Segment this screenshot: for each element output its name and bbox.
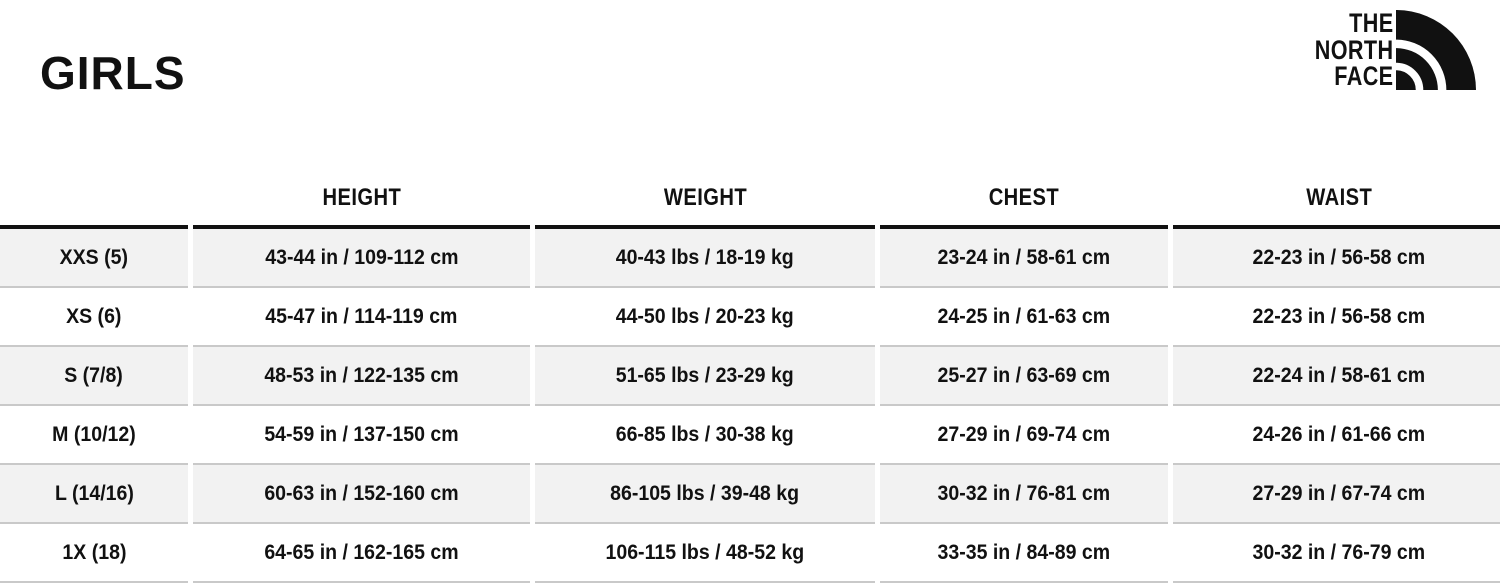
chest-cell: 27-29 in / 69-74 cm [880,406,1168,465]
waist-cell: 30-32 in / 76-79 cm [1173,524,1500,583]
size-chart-header [0,171,1500,229]
chest-cell: 30-32 in / 76-81 cm [880,465,1168,524]
column-header-chest: CHEST [880,171,1168,229]
chest-cell: 24-25 in / 61-63 cm [880,288,1168,347]
waist-cell: 22-24 in / 58-61 cm [1173,347,1500,406]
chest-cell: 25-27 in / 63-69 cm [880,347,1168,406]
size-chart-table [0,171,1500,583]
weight-cell: 66-85 lbs / 30-38 kg [535,406,875,465]
table-row [0,229,1500,288]
waist-cell: 22-23 in / 56-58 cm [1173,229,1500,288]
brand-logo-line-3: FACE [1333,61,1393,92]
weight-cell: 40-43 lbs / 18-19 kg [535,229,875,288]
north-face-half-dome-icon [1396,9,1476,91]
weight-cell: 51-65 lbs / 23-29 kg [535,347,875,406]
brand-logo-text [1314,10,1393,90]
size-label: L (14/16) [0,465,188,524]
column-header-waist: WAIST [1173,171,1500,229]
height-cell: 60-63 in / 152-160 cm [193,465,530,524]
size-label: M (10/12) [0,406,188,465]
waist-cell: 27-29 in / 67-74 cm [1173,465,1500,524]
chest-cell: 23-24 in / 58-61 cm [880,229,1168,288]
column-header-height: HEIGHT [193,171,530,229]
brand-logo-line-2: NORTH [1314,34,1393,65]
table-row [0,524,1500,583]
column-header-weight: WEIGHT [535,171,875,229]
table-row [0,406,1500,465]
chest-cell: 33-35 in / 84-89 cm [880,524,1168,583]
header-row [0,171,1500,229]
table-row [0,347,1500,406]
size-label: 1X (18) [0,524,188,583]
brand-logo-line-1: THE [1348,8,1393,39]
height-cell: 45-47 in / 114-119 cm [193,288,530,347]
size-label: XS (6) [0,288,188,347]
waist-cell: 24-26 in / 61-66 cm [1173,406,1500,465]
brand-logo [1295,8,1477,92]
weight-cell: 106-115 lbs / 48-52 kg [535,524,875,583]
size-label: S (7/8) [0,347,188,406]
size-label: XXS (5) [0,229,188,288]
table-row [0,288,1500,347]
weight-cell: 86-105 lbs / 39-48 kg [535,465,875,524]
height-cell: 54-59 in / 137-150 cm [193,406,530,465]
height-cell: 43-44 in / 109-112 cm [193,229,530,288]
height-cell: 64-65 in / 162-165 cm [193,524,530,583]
page-title: GIRLS [40,47,186,99]
column-header-size [0,171,188,229]
height-cell: 48-53 in / 122-135 cm [193,347,530,406]
table-row [0,465,1500,524]
waist-cell: 22-23 in / 56-58 cm [1173,288,1500,347]
weight-cell: 44-50 lbs / 20-23 kg [535,288,875,347]
size-table-body [0,229,1500,583]
